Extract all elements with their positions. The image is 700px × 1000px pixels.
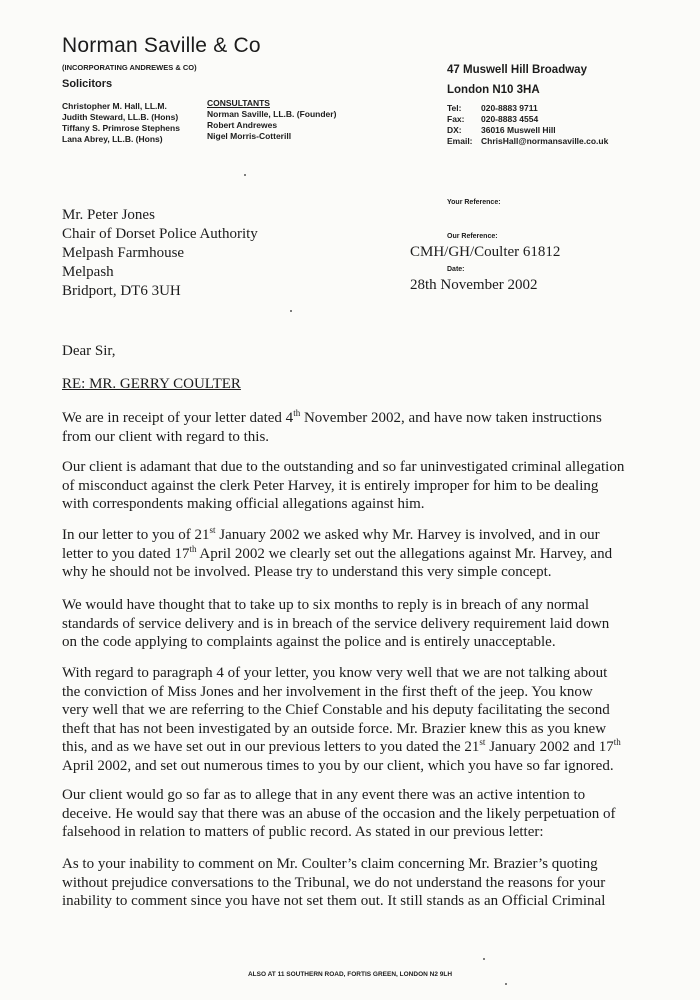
body-paragraph-4	[62, 596, 700, 652]
body-line: very well that we are referring to the Chief Constable and his deputy facilitating the second	[62, 702, 610, 718]
consultant-name: Norman Saville, LL.B. (Founder)	[207, 109, 337, 119]
text-run: We are in receipt of your letter dated 4	[62, 410, 294, 426]
recipient-line: Melpash	[62, 264, 114, 280]
body-line: With regard to paragraph 4 of your letter, you know very well that we are not talking about	[62, 665, 608, 681]
firm-address	[447, 60, 587, 100]
body-line: As to your inability to comment on Mr. Coulter’s claim concerning Mr. Brazier’s quoting	[62, 856, 598, 872]
body-paragraph-2	[62, 458, 700, 514]
contact-row-dx	[447, 125, 608, 136]
body-line: Our client is adamant that due to the outstanding and so far uninvestigated criminal allegation	[62, 459, 625, 475]
footer-branch-address: ALSO AT 11 SOUTHERN ROAD, FORTIS GREEN, LONDON N2 9LH	[247, 971, 453, 978]
body-line: April 2002, and set out numerous times to you by our client, which you have so far ignored.	[62, 757, 614, 774]
body-line: of misconduct against the clerk Peter Harvey, it is entirely improper for him to be dealing	[62, 477, 599, 494]
contact-label: Tel:	[447, 103, 462, 113]
contact-row-email	[447, 136, 608, 147]
body-line	[62, 545, 700, 564]
superscript: th	[293, 408, 301, 418]
body-paragraph-3	[62, 526, 700, 582]
body-paragraph-5	[62, 664, 700, 775]
contact-details	[447, 103, 608, 147]
body-paragraph-7	[62, 855, 700, 911]
partner-name: Judith Steward, LL.B. (Hons)	[62, 112, 179, 122]
body-line	[62, 738, 700, 757]
body-line: why he should not be involved. Please try to understand this very simple concept.	[62, 564, 552, 580]
subject-line: RE: MR. GERRY COULTER	[62, 376, 241, 392]
body-line: Our client would go so far as to allege that in any event there was an active intention to	[62, 787, 586, 803]
scan-speck	[290, 310, 292, 312]
letter-date: 28th November 2002	[410, 277, 538, 293]
body-line: standards of service delivery and is in breach of the service delivery requirement laid down	[62, 615, 610, 632]
consultant-name: Nigel Morris-Cotterill	[207, 131, 292, 141]
body-line: falsehood in relation to matters of public record. As stated in our previous letter:	[62, 824, 544, 840]
text-run: January 2002 we asked why Mr. Harvey is involved, and in our	[215, 527, 600, 543]
text-run: this, and as we have set out in our previous letters to you dated the 21	[62, 739, 480, 755]
body-paragraph-1	[62, 409, 700, 446]
firm-name: Norman Saville & Co	[62, 34, 261, 57]
contact-label: Fax:	[447, 114, 465, 124]
address-line: 47 Muswell Hill Broadway	[447, 64, 587, 76]
partner-name: Tiffany S. Primrose Stephens	[62, 123, 180, 133]
body-line	[62, 409, 700, 428]
body-line: on the code applying to complaints against the police and is entirely unacceptable.	[62, 634, 556, 650]
our-reference-value: CMH/GH/Coulter 61812	[410, 244, 561, 260]
superscript: th	[189, 543, 197, 554]
firm-incorporating-note: (INCORPORATING ANDREWES & CO)	[62, 63, 197, 72]
firm-type: Solicitors	[62, 78, 113, 90]
contact-value: 020-8883 4554	[481, 114, 539, 124]
salutation: Dear Sir,	[62, 343, 116, 359]
text-run: April 2002 we clearly set out the allegations against Mr. Harvey, and	[196, 545, 613, 562]
partners-list	[62, 101, 180, 145]
contact-row-tel	[447, 103, 608, 114]
consultants-list	[207, 98, 336, 142]
body-line: without prejudice conversations to the Tribunal, we do not understand the reasons for your	[62, 874, 606, 891]
your-reference-label: Your Reference:	[447, 199, 501, 206]
superscript: st	[479, 737, 486, 747]
contact-value: ChrisHall@normansaville.co.uk	[481, 136, 609, 146]
recipient-address	[62, 206, 258, 301]
address-line: London N10 3HA	[447, 84, 540, 96]
body-line: inability to comment since you have not set them out. It still stands as an Official Criminal	[62, 893, 606, 909]
body-line: deceive. He would say that there was an abuse of the occasion and the likely perpetuation of	[62, 805, 616, 822]
date-label: Date:	[447, 266, 465, 273]
contact-label: DX:	[447, 125, 462, 135]
text-run: January 2002 and 17	[485, 739, 614, 755]
consultants-heading: CONSULTANTS	[207, 98, 270, 108]
superscript: st	[209, 525, 216, 535]
scan-speck	[505, 983, 507, 985]
recipient-line: Mr. Peter Jones	[62, 207, 155, 223]
scan-speck	[483, 958, 485, 960]
consultant-name: Robert Andrewes	[207, 120, 278, 130]
recipient-line: Chair of Dorset Police Authority	[62, 226, 258, 242]
text-run: November 2002, and have now taken instructions	[300, 410, 602, 426]
recipient-line: Bridport, DT6 3UH	[62, 283, 181, 299]
text-run: letter to you dated 17	[62, 545, 190, 562]
body-line: the conviction of Miss Jones and her involvement in the first theft of the jeep. You know	[62, 683, 593, 700]
contact-row-fax	[447, 114, 608, 125]
our-reference-label: Our Reference:	[447, 233, 498, 240]
body-line: with correspondents making official allegations against him.	[62, 496, 425, 512]
recipient-line: Melpash Farmhouse	[62, 245, 185, 261]
body-line: We would have thought that to take up to six months to reply is in breach of any normal	[62, 597, 590, 613]
scan-speck	[244, 174, 246, 176]
superscript: th	[613, 737, 621, 747]
partner-name: Christopher M. Hall, LL.M.	[62, 101, 167, 111]
contact-value: 36016 Muswell Hill	[481, 125, 556, 135]
contact-label: Email:	[447, 136, 473, 146]
contact-value: 020-8883 9711	[481, 103, 538, 113]
partner-name: Lana Abrey, LL.B. (Hons)	[62, 134, 163, 144]
body-line: theft that has not been investigated by an outside force. Mr. Brazier knew this as you knew	[62, 720, 607, 737]
body-line: from our client with regard to this.	[62, 428, 270, 445]
body-line	[62, 526, 700, 545]
text-run: In our letter to you of 21	[62, 527, 210, 543]
body-paragraph-6	[62, 786, 700, 842]
